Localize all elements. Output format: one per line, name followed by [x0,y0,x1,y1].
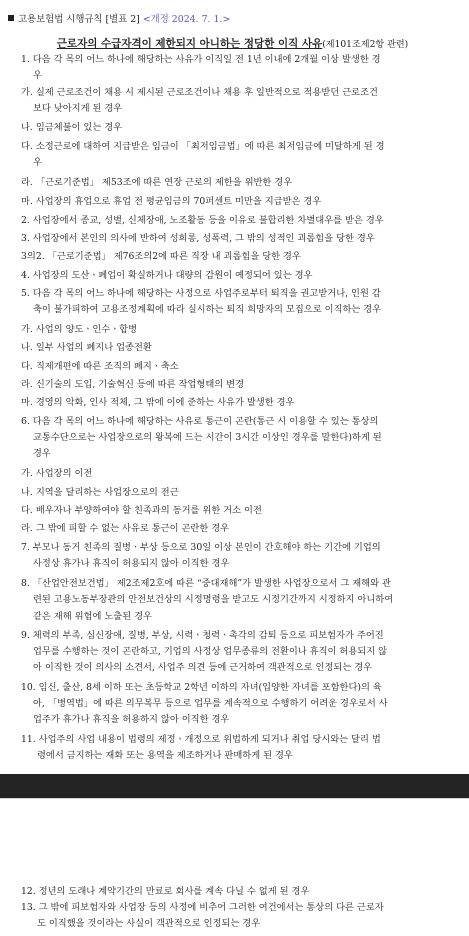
list-line: 10. 임신, 출산, 8세 이하 또는 초등학교 2학년 이하의 자녀(입양한 자녀를 포함한다)의 육 [21,682,382,693]
list-line: 교통수단으로는 사업장으로의 왕복에 드는 시간이 3시간 이상인 경우를 말한다)하게 된 [33,432,382,443]
law-reference: 고용보험법 시행규칙 [별표 2] [18,14,140,25]
list-line: 우 [33,157,42,168]
list-line: 다. 배우자나 부양하여야 할 친족과의 동거를 위한 거소 이전 [21,505,262,516]
list-line: 나. 임금체불이 있는 경우 [21,122,123,133]
list-line: 가. 사업의 양도ㆍ인수ㆍ합병 [21,324,138,335]
list-line: 나. 지역을 달리하는 사업장으로의 전근 [21,487,179,498]
list-line: 도 이직했을 것이라는 사실이 객관적으로 인정되는 경우 [37,918,261,929]
list-line: 라. 「근로기준법」 제53조에 따른 연장 근로의 제한을 위반한 경우 [21,177,293,188]
list-line: 사정상 휴가나 휴직이 허용되지 않아 이직한 경우 [33,558,230,569]
page-break-band [0,774,469,798]
list-line: 련된 고용노동부장관의 안전보건상의 시정명령을 받고도 시정기간까지 시정하지 아니하여 [33,594,394,605]
revision-link[interactable]: <개정 2024. 7. 1.> [142,14,231,25]
list-line: 3의2. 「근로기준법」 제76조의2에 따른 직장 내 괴롭힘을 당한 경우 [21,251,301,262]
list-line: 7. 부모나 동거 친족의 질병ㆍ부상 등으로 30일 이상 본인이 간호해야 하는 기간에 기업의 [21,542,381,553]
list-line: 11. 사업주의 사업 내용이 법령의 제정ㆍ개정으로 위법하게 되거나 취업 당시와는 달리 법 [21,734,381,745]
document-title [0,36,465,51]
list-line: 마. 경영의 악화, 인사 적체, 그 밖에 이에 준하는 사유가 발생한 경우 [21,397,295,408]
square-bullet-icon [8,15,14,21]
list-line: 경우 [33,448,51,459]
list-line: 라. 그 밖에 피할 수 없는 사유로 통근이 곤란한 경우 [21,523,230,534]
list-line: 8. 「산업안전보건법」 제2조제2호에 따른 “중대재해”가 발생한 사업장으로서 그 재해와 관 [21,578,391,589]
list-line: 아, 「병역법」에 따른 의무복무 등으로 업무를 계속적으로 수행하기 어려운 경우로서 사 [33,698,388,709]
list-line: 축이 불가피하여 고용조정계획에 따라 실시하는 퇴직 희망자의 모집으로 이직하는 경우 [33,304,382,315]
list-line: 라. 신기술의 도입, 기술혁신 등에 따른 작업형태의 변경 [21,379,245,390]
list-line: 보다 낮아지게 된 경우 [33,103,123,114]
law-header [8,11,230,25]
list-line: 가. 실제 근로조건이 채용 시 제시된 근로조건이나 채용 후 일반적으로 적용받던 근로조건 [21,87,378,98]
list-line: 다. 소정근로에 대하여 지급받은 임금이 「최저임금법」에 따른 최저임금에 미달하게 된 경 [21,141,385,152]
list-line: 4. 사업장의 도산ㆍ폐업이 확실하거나 대량의 감원이 예정되어 있는 경우 [21,270,313,281]
list-line: 가. 사업장의 이전 [21,468,93,479]
list-line: 같은 재해 위험에 노출된 경우 [33,611,152,622]
list-line: 2. 사업장에서 종교, 성별, 신체장애, 노조활동 등을 이유로 불합리한 차별대우를 받은 경우 [21,215,384,226]
list-line: 령에서 금지하는 재화 또는 용역을 제조하거나 판매하게 된 경우 [37,750,293,761]
list-line: 마. 사업장의 휴업으로 휴업 전 평균임금의 70퍼센트 미만을 지급받은 경우 [21,196,322,207]
list-line: 5. 다음 각 목의 어느 하나에 해당하는 사정으로 사업주로부터 퇴직을 권고받거나, 인원 감 [21,288,381,299]
list-line: 12. 정년의 도래나 계약기간의 만료로 회사를 계속 다닐 수 없게 된 경우 [21,886,310,897]
list-line: 아 이직한 것이 의사의 소견서, 사업주 의견 등에 근거하여 객관적으로 인정되는 경우 [33,662,373,673]
list-line: 업주가 휴가나 휴직을 허용하지 않아 이직한 경우 [33,714,230,725]
list-line: 1. 다음 각 목의 어느 하나에 해당하는 사유가 이직일 전 1년 이내에 2개월 이상 발생한 경 [21,54,381,65]
title-article-ref: (제101조제2항 관련) [322,39,409,50]
list-line: 업무를 수행하는 것이 곤란하고, 기업의 사정상 업무종류의 전환이나 휴직이 허용되지 않 [33,646,388,657]
list-line: 나. 일부 사업의 폐지나 업종전환 [21,342,152,353]
list-line: 우 [33,70,42,81]
list-line: 다. 직제개편에 따른 조직의 폐지ㆍ축소 [21,361,179,372]
page-break-divider [0,798,469,799]
list-line: 9. 체력의 부족, 심신장애, 질병, 부상, 시력ㆍ청력ㆍ촉각의 감퇴 등으로 피보험자가 주어진 [21,630,384,641]
list-line: 6. 다음 각 목의 어느 하나에 해당하는 사유로 통근이 곤란(통근 시 이용할 수 있는 통상의 [21,416,379,427]
title-main: 근로자의 수급자격이 제한되지 아니하는 정당한 이직 사유 [56,38,323,50]
list-line: 13. 그 밖에 피보험자와 사업장 등의 사정에 비추어 그러한 여건에서는 통상의 다른 근로자 [21,902,384,913]
list-line: 3. 사업장에서 본인의 의사에 반하여 성희롱, 성폭력, 그 밖의 성적인 괴롭힘을 당한 경우 [21,233,375,244]
